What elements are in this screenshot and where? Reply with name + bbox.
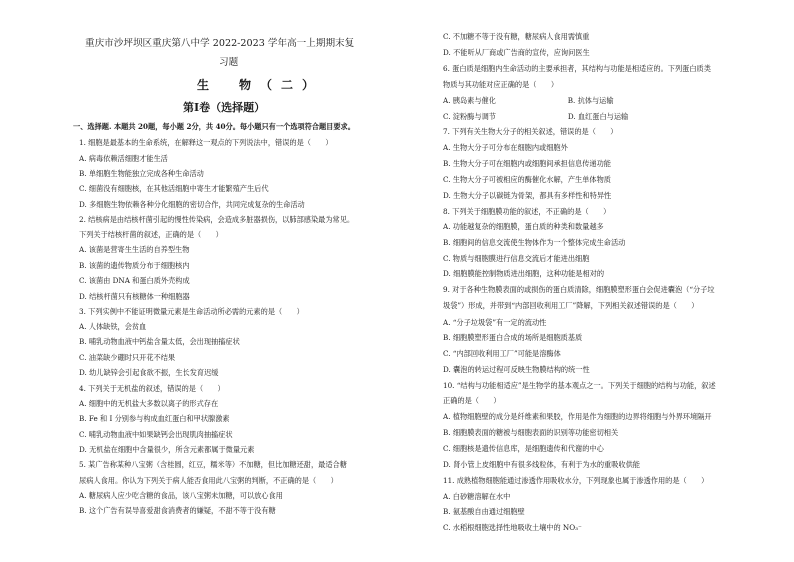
- text-line: C. 哺乳动物血液中如果缺钙会出现肌肉抽搐症状: [79, 430, 233, 439]
- text-line: B. 细胞间的信息交流使生物体作为一个整体完成生命活动: [443, 238, 626, 247]
- text-line: B. 这个广告有误导喜爱甜食消费者的嫌疑，不甜不等于没有糖: [79, 506, 276, 515]
- text-line: B. 细胞膜塑形蛋白合成的场所是细胞质基质: [443, 333, 583, 342]
- text-line: C. “内部回收利用工厂”可能是溶酶体: [443, 349, 561, 358]
- text-line: C. 生物大分子可被相应的酶催化水解，产生单体物质: [443, 175, 611, 184]
- text-line: B. 单细胞生物能独立完成各种生命活动: [79, 169, 204, 178]
- text-line: D. 肾小管上皮细胞中有很多线粒体，有利于为水的重吸收供能: [443, 460, 640, 469]
- text-line: D. 生物大分子以碳链为骨架，都具有多样性和特异性: [443, 191, 612, 200]
- text-line: D. 无机盐在细胞中含量很少，所含元素都属于微量元素: [79, 445, 255, 454]
- text-line: C. 不加糖不等于没有糖，糖尿病人食用需慎重: [443, 32, 590, 41]
- text-line: D. 幼儿缺锌会引起食欲不振，生长发育迟缓: [79, 368, 219, 377]
- section-title: 第Ⅰ卷（选择题）: [183, 101, 266, 114]
- text-line: C. 细菌没有细胞核，在其他活细胞中寄生才能繁殖产生后代: [79, 184, 269, 193]
- text-line: 正确的是（ ）: [443, 396, 501, 405]
- text-line: D. 不能听从厂商或广告商的宣传，应询问医生: [443, 48, 590, 57]
- text-line: 6. 蛋白质是细胞内生命活动的主要承担者，其结构与功能是相适应的。下列蛋白质类: [443, 64, 711, 73]
- text-line: D. 结核杆菌只有核糖体一种细胞器: [79, 292, 190, 301]
- text-line: A. 糖尿病人应少吃含糖的食品，该八宝粥未加糖，可以放心食用: [79, 491, 283, 500]
- text-line: 3. 下列实例中不能证明微量元素是生命活动所必需的元素的是（ ）: [79, 307, 304, 316]
- text-line: 9. 对于各种生物膜表面的或损伤的蛋白质清除，细胞膜塑形蛋白会促进囊泡（“分子垃: [443, 285, 715, 294]
- text-line: 4. 下列关于无机盐的叙述，错误的是（ ）: [79, 384, 225, 393]
- text-line: C. 淀粉酶与调节 D. 血红蛋白与运输: [443, 112, 629, 121]
- text-line: 8. 下列关于细胞膜功能的叙述，不正确的是（ ）: [443, 207, 611, 216]
- text-line: 尿病人食用。你认为下列关于病人能否食用此八宝粥的判断，不正确的是（ ）: [79, 476, 338, 485]
- text-line: 圾袋”）形成，并带到“内部回收利用工厂”降解，下列相关叙述错误的是（ ）: [443, 301, 699, 310]
- text-line: 10. “结构与功能相适应”是生物学的基本观点之一。下列关于细胞的结构与功能，叙述: [443, 381, 716, 390]
- text-line: C. 物质与细胞膜进行信息交流后才能进出细胞: [443, 254, 590, 263]
- text-line: D. 多细胞生物依赖各种分化细胞的密切合作，共同完成复杂的生命活动: [79, 200, 305, 209]
- text-line: C. 水稻根细胞选择性地吸收土壤中的 NO₃⁻: [443, 523, 582, 532]
- text-line: 5. 某广告称某种八宝粥（含桂圆，红豆，糯米等）不加糖，但比加糖还甜，最适合糖: [79, 460, 347, 469]
- text-line: A. 植物细胞壁的成分是纤维素和果胶，作用是作为细胞的边界将细胞与外界环境隔开: [443, 412, 712, 421]
- text-line: D. 囊泡的转运过程可反映生物膜结构的统一性: [443, 365, 590, 374]
- subject-title: 生 物（二）: [197, 78, 324, 92]
- text-line: 下列关于结核杆菌的叙述，正确的是（ ）: [79, 230, 223, 239]
- text-line: A. 生物大分子可分布在细胞内或细胞外: [443, 143, 568, 152]
- text-line: A. “分子垃圾袋”有一定的流动性: [443, 318, 547, 327]
- text-line: 2. 结核病是由结核杆菌引起的慢性传染病，会造成多脏器损伤，以肺部感染最为常见。: [79, 215, 355, 224]
- text-line: A. 人体缺铁，会贫血: [79, 322, 147, 331]
- text-line: C. 油菜缺少硼时只开花不结果: [79, 353, 176, 362]
- text-line: C. 细胞核是遗传信息库，是细胞遗传和代谢的中心: [443, 444, 604, 453]
- text-line: B. 该菌的遗传物质分布于细胞核内: [79, 261, 190, 270]
- instructions: 一、选择题. 本题共 20题，每小题 2分，共 40分。每小题只有一个选项符合题目要求。: [73, 122, 355, 131]
- exam-title-line2: 习题: [219, 57, 239, 68]
- text-line: 7. 下列有关生物大分子的相关叙述，错误的是（ ）: [443, 127, 618, 136]
- text-line: C. 该菌由 DNA 和蛋白质外壳构成: [79, 276, 190, 285]
- text-line: 物质与其功能对应正确的是（ ）: [443, 80, 559, 89]
- exam-title-line1: 重庆市沙坪坝区重庆第八中学 2022-2023 学年高一上期期末复: [85, 38, 355, 49]
- text-line: B. Fe 和 I 分别参与构成血红蛋白和甲状腺激素: [79, 414, 230, 423]
- text-line: A. 细胞中的无机盐大多数以离子的形式存在: [79, 399, 219, 408]
- text-line: A. 病毒依赖活细胞才能生活: [79, 154, 168, 163]
- text-line: B. 哺乳动物血液中钙盐含量太低，会出现抽搐症状: [79, 337, 240, 346]
- text-line: B. 细胞膜表面的糖被与细胞表面的识别等功能密切相关: [443, 428, 619, 437]
- text-line: A. 该菌是营寄生生活的自养型生物: [79, 245, 190, 254]
- text-line: A. 白砂糖溶解在水中: [443, 492, 511, 501]
- text-line: B. 生物大分子可在细胞内或细胞间承担信息传递功能: [443, 159, 611, 168]
- text-line: 1. 细胞是最基本的生命系统，在解释这一观点的下列说法中，错误的是（ ）: [79, 138, 333, 147]
- text-line: A. 功能越复杂的细胞膜，蛋白质的种类和数量越多: [443, 222, 604, 231]
- text-line: A. 胰岛素与催化 B. 抗体与运输: [443, 96, 614, 105]
- text-line: 11. 成熟植物细胞能通过渗透作用吸收水分，下列现象也属于渗透作用的是（ ）: [443, 476, 709, 485]
- text-line: D. 细胞膜能控制物质进出细胞，这种功能是相对的: [443, 269, 605, 278]
- text-line: B. 氨基酸自由通过细胞壁: [443, 507, 525, 516]
